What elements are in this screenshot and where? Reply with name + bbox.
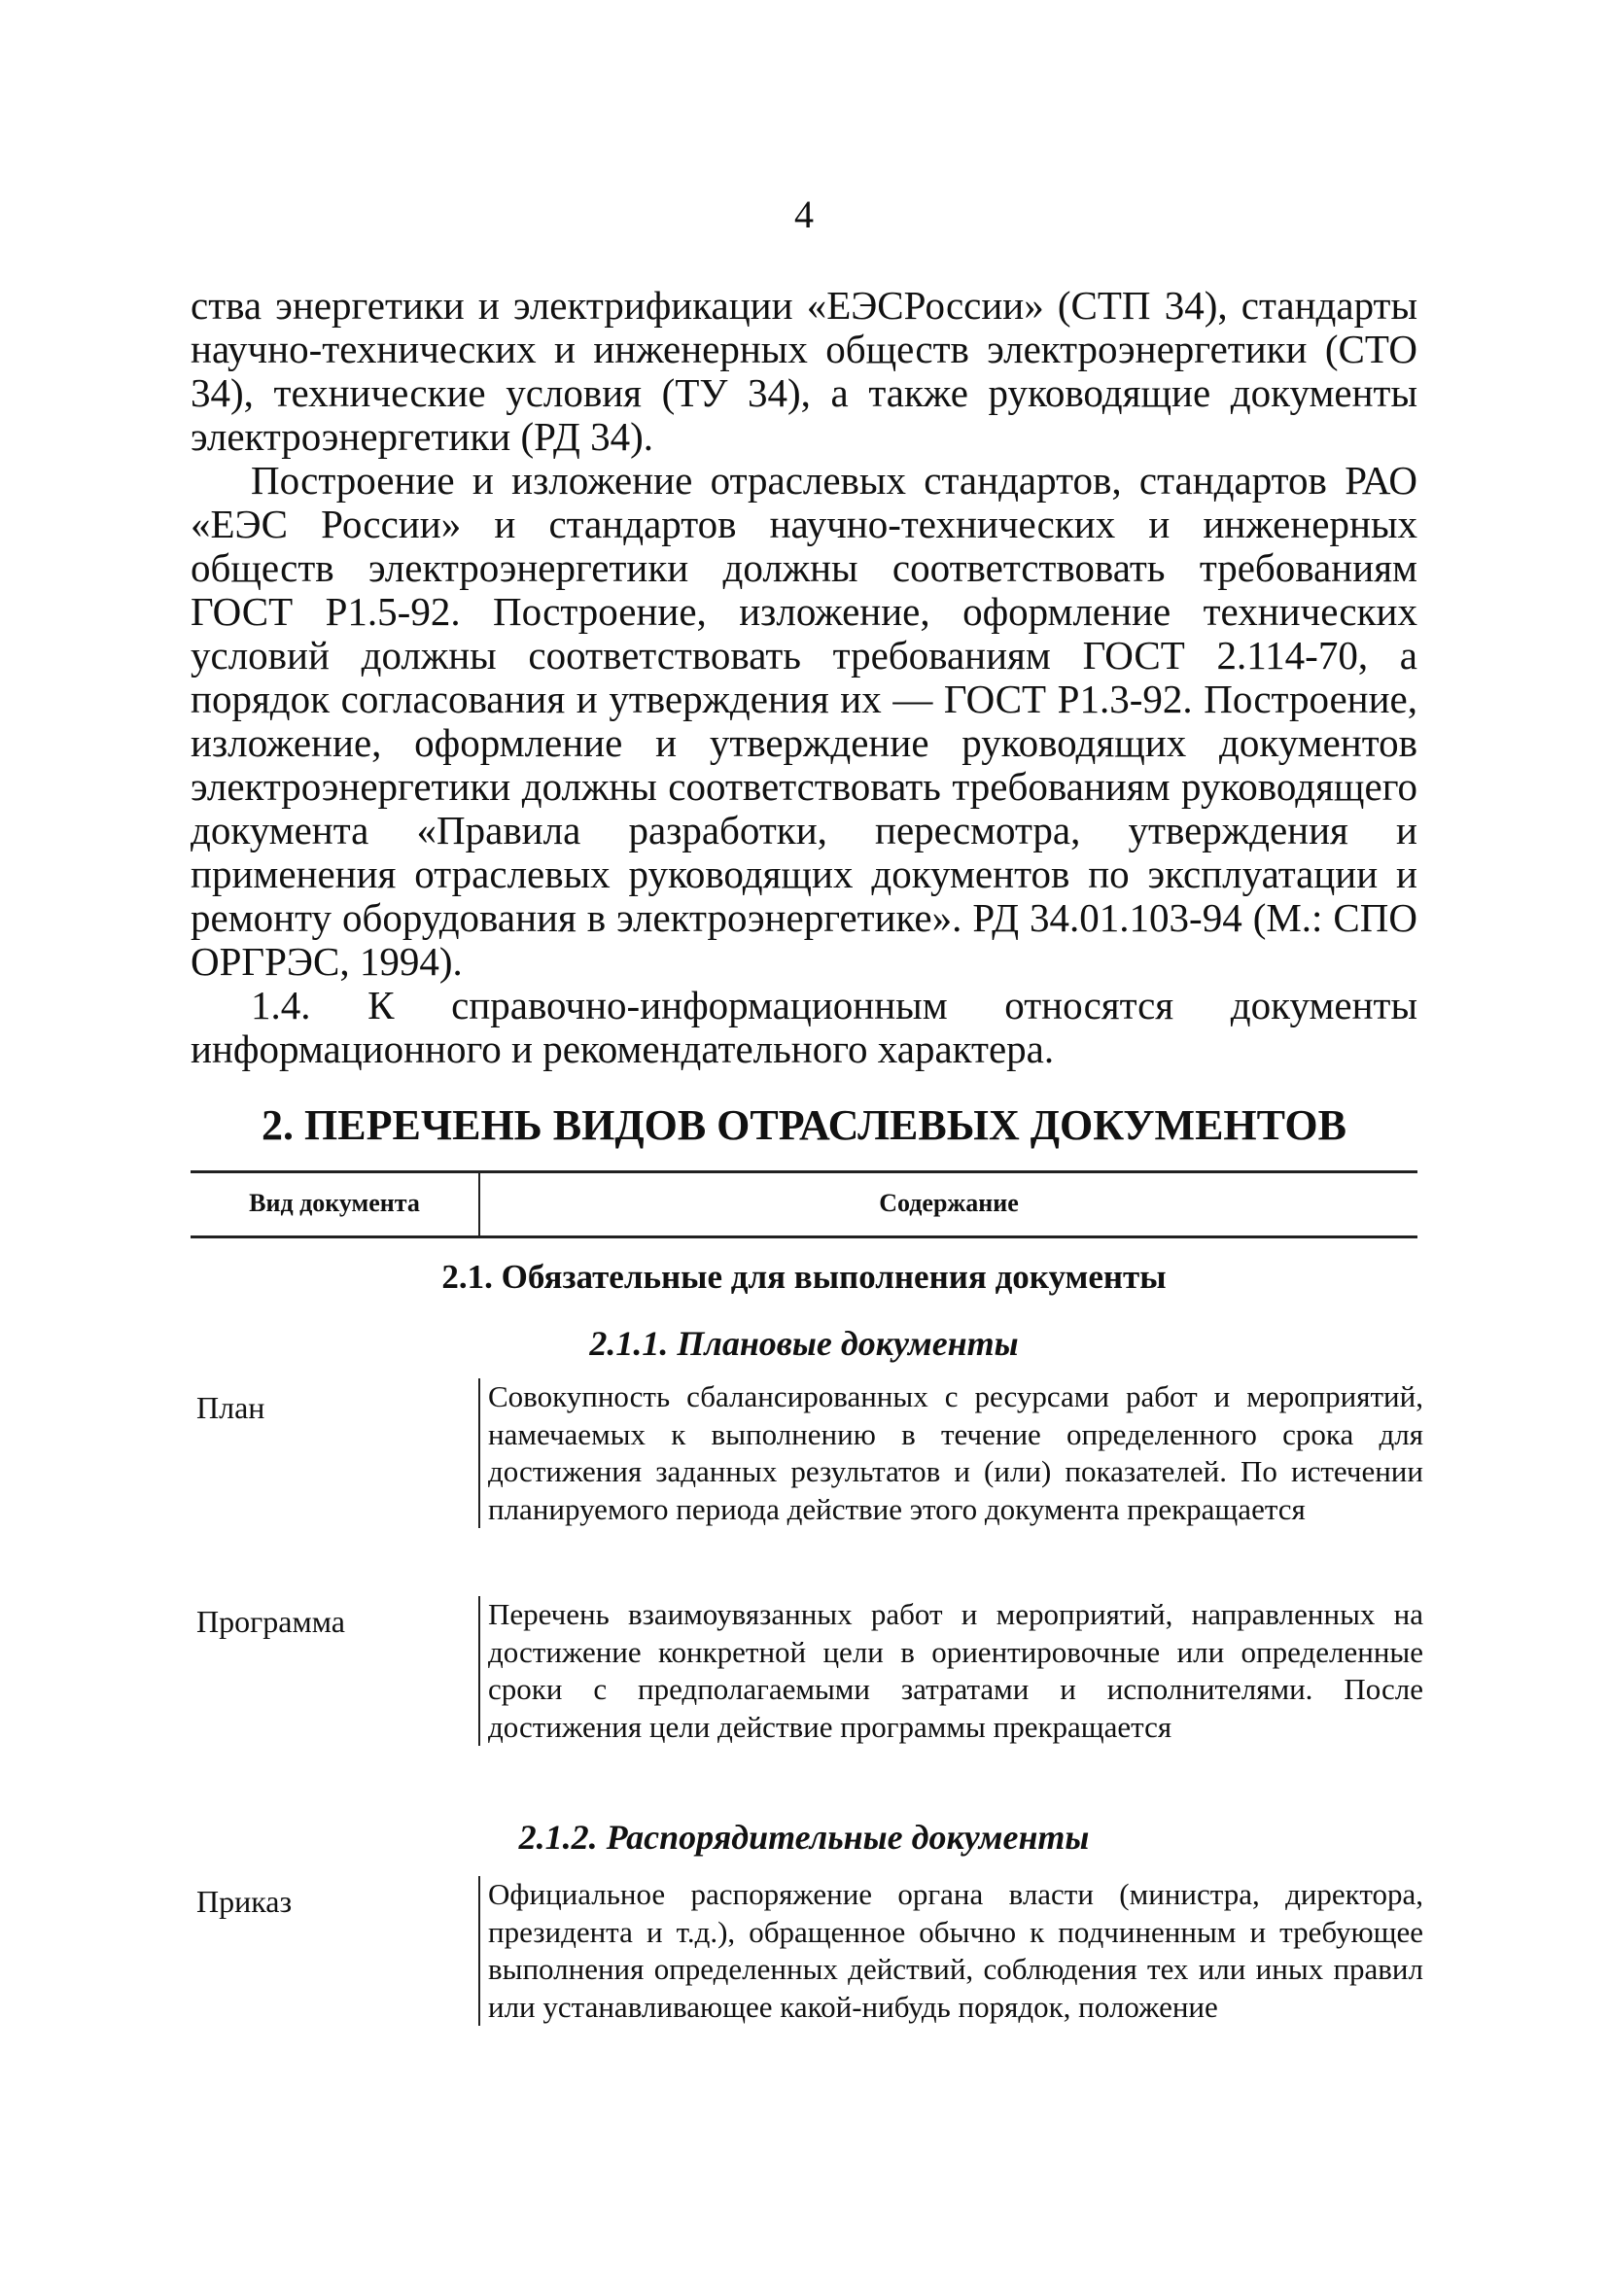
paragraph-construction-rules: Построение и изложение отраслевых стандартов, стандартов РАО «ЕЭС России» и стандартов научно-технических и инженерных обществ электроэнергетики должны соответствовать требованиям ГОСТ Р1.5-92. Построение, изложение, оформление технических условий должны соответствовать требованиям ГОСТ 2.114-70, а порядок согласования и утверждения их — ГОСТ Р1.3-92. Построение, изложение, оформление и утверждение руководящих документов электроэнергетики должны соответствовать требованиям руководящего документа «Правила разработки, пересмотра, утверждения и применения отраслевых руководящих документов по эксплуатации и ремонту оборудования в электроэнергетике». РД 34.01.103-94 (М.: СПО ОРГРЭС, 1994). <box>191 458 1417 984</box>
body-text <box>191 284 1417 1071</box>
definition-plan: Совокупность сбалансированных с ресурсами работ и мероприятий, намечаемых к выполнению в течение определенного срока для достижения заданных результатов и (или) показателей. По истечении планируемого периода действие этого документа прекращается <box>478 1378 1423 1528</box>
term-program: Программа <box>196 1604 345 1639</box>
term-order: Приказ <box>196 1884 293 1919</box>
page-number: 4 <box>794 192 814 236</box>
table-header <box>191 1170 1417 1238</box>
definition-program: Перечень взаимоувязанных работ и мероприятий, направленных на достижение конкретной цели в ориентировочные или определенные сроки с предполагаемыми затратами и исполнителями. После достижения цели действие программы прекращается <box>478 1596 1423 1746</box>
subsection-heading-2-1-2: 2.1.2. Распорядительные документы <box>518 1818 1090 1857</box>
paragraph-reference-documents: 1.4. К справочно-информационным относятся документы информационного и рекомендательного характера. <box>191 983 1417 1071</box>
section-heading: 2. ПЕРЕЧЕНЬ ВИДОВ ОТРАСЛЕВЫХ ДОКУМЕНТОВ <box>262 1101 1346 1149</box>
table-header-content: Содержание <box>879 1189 1019 1217</box>
paragraph-continuation: ства энергетики и электрификации «ЕЭСРоссии» (СТП 34), стандарты научно-технических и инженерных обществ электроэнергетики (СТО 34), технические условия (ТУ 34), а также руководящие документы электроэнергетики (РД 34). <box>191 283 1417 459</box>
term-plan: План <box>196 1390 265 1425</box>
table-header-kind: Вид документа <box>249 1189 420 1217</box>
subsection-heading-2-1: 2.1. Обязательные для выполнения документы <box>441 1258 1167 1296</box>
definition-order: Официальное распоряжение органа власти (министра, директора, президента и т.д.), обращенное обычно к подчиненным и требующее выполнения определенных действий, соблюдения тех или иных правил или устанавливающее какой-нибудь порядок, положение <box>478 1876 1423 2026</box>
subsection-heading-2-1-1: 2.1.1. Плановые документы <box>589 1324 1019 1363</box>
